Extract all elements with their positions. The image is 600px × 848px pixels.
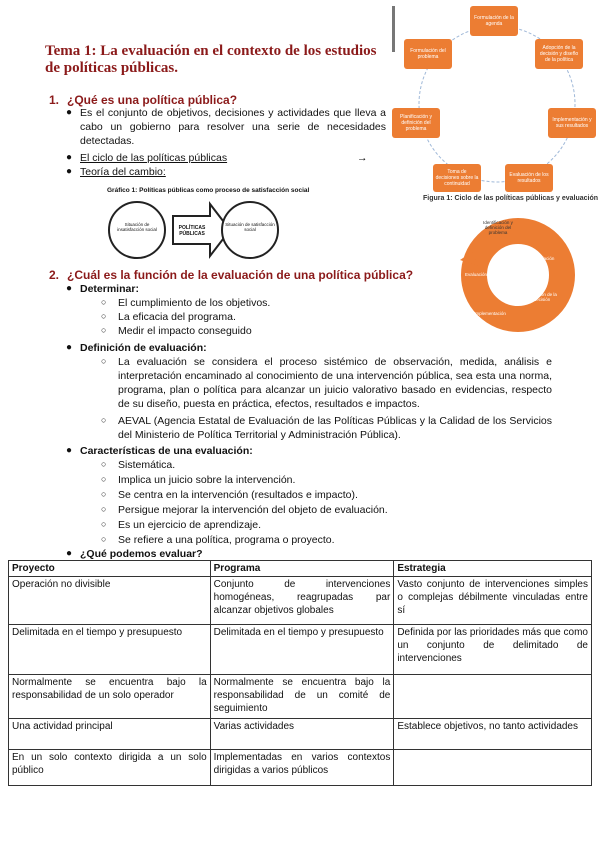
definicion-item: AEVAL (Agencia Estatal de Evaluación de las Políticas Públicas y la Calidad de los Servicios del Ministerio de Política Territorial y Administración Pública). (118, 415, 552, 441)
table-cell: Una actividad principal (9, 719, 211, 750)
circle-bullet-icon: ○ (101, 297, 107, 307)
caracteristica-item: Se refiere a una política, programa o proyecto. (118, 534, 335, 546)
figura1-caption: Figura 1: Ciclo de las políticas públicas y evaluación (423, 195, 599, 202)
bullet-icon: ● (66, 445, 73, 456)
table-row (9, 577, 592, 625)
circle-bullet-icon: ○ (101, 459, 107, 469)
section1-bullet1: Es el conjunto de objetivos, decisiones y actividades que lleva a cabo un gobierno para resolver una serie de necesidades detectadas. (80, 107, 386, 147)
table-cell: Definida por las prioridades más que como un conjunto de delimitado de intervenciones (394, 625, 592, 675)
section2-heading: ¿Cuál es la función de la evaluación de una política pública? (67, 268, 414, 282)
table-cell: Normalmente se encuentra bajo la responsabilidad de un comité de seguimiento (210, 675, 394, 719)
table-row (9, 675, 592, 719)
table-header-cell: Programa (210, 561, 394, 577)
table-cell: Delimitada en el tiempo y presupuesto (9, 625, 211, 675)
bullet-icon: ● (66, 283, 73, 294)
table-cell: Normalmente se encuentra bajo la responsabilidad de un solo operador (9, 675, 211, 719)
section1-number: 1. (49, 93, 60, 107)
bullet-icon: ● (66, 166, 73, 177)
caracteristica-item: Implica un juicio sobre la intervención. (118, 474, 296, 486)
circle-bullet-icon: ○ (101, 415, 107, 425)
table-header-row (9, 561, 592, 577)
table-cell: Delimitada en el tiempo y presupuesto (210, 625, 394, 675)
table-cell: Operación no divisible (9, 577, 211, 625)
table-header-cell: Proyecto (9, 561, 211, 577)
figura1-step-5: Planificación y definición del problema (392, 108, 440, 138)
caracteristica-item: Se centra en la intervención (resultados e impacto). (118, 489, 358, 501)
ring-label-2: Adopción de la decisión (527, 292, 557, 302)
table-cell: Implementadas en varios contextos dirigidas a varios públicos (210, 750, 394, 786)
table-cell (394, 675, 592, 719)
page-title: Tema 1: La evaluación en el contexto de los estudios de políticas públicas. (45, 43, 377, 76)
ring-label-4: Evaluación (464, 272, 487, 277)
table-cell (394, 750, 592, 786)
circle-bullet-icon: ○ (101, 474, 107, 484)
bullet-icon: ● (66, 342, 73, 353)
figura1-step-4: Toma de decisiones sobre la continuidad (433, 164, 481, 192)
determinar-item: Medir el impacto conseguido (118, 325, 252, 337)
table-cell: Varias actividades (210, 719, 394, 750)
que-evaluar-label: ¿Qué podemos evaluar? (80, 548, 203, 560)
table-header-cell: Estrategia (394, 561, 592, 577)
figura1-step-0: Formulación de la agenda (470, 6, 518, 36)
circle-bullet-icon: ○ (101, 356, 107, 366)
figura1-step-6: Formulación del problema (404, 39, 452, 69)
cycle-link[interactable]: El ciclo de las políticas públicas (80, 152, 228, 164)
circle-bullet-icon: ○ (101, 325, 107, 335)
circle-bullet-icon: ○ (101, 504, 107, 514)
table-cell: Vasto conjunto de intervenciones simples o complejas débilmente vinculadas entre sí (394, 577, 592, 625)
section1-heading: ¿Qué es una política pública? (67, 93, 238, 107)
circle-bullet-icon: ○ (101, 519, 107, 529)
table-cell: Conjunto de intervenciones homogéneas, reagrupadas par alcanzar objetivos globales (210, 577, 394, 625)
table-cell: En un solo contexto dirigida a un solo público (9, 750, 211, 786)
ring-label-0: Identificación y definición del problema (483, 220, 513, 235)
comparison-table (8, 560, 592, 786)
definicion-label: Definición de evaluación: (80, 342, 207, 354)
theory-of-change-link[interactable]: Teoría del cambio: (80, 166, 166, 178)
definicion-item: La evaluación se considera el proceso sistémico de observación, medida, análisis e interpretación encaminado al conocimiento de una intervención pública, sea esta una norma, programa, plan o política para alcanzar un juicio valorativo basado en evidencias, respecto de su diseño, puesta en práctica, efectos, resultados e impactos. (118, 356, 552, 410)
bullet-icon: ● (66, 152, 73, 163)
table-cell: Establece objetivos, no tanto actividades (394, 719, 592, 750)
grafico1-title: Gráfico 1: Políticas públicas como proceso de satisfacción social (107, 187, 310, 194)
figura1-step-3: Evaluación de los resultados (505, 164, 553, 192)
table-row (9, 719, 592, 750)
table-row (9, 750, 592, 786)
circle-bullet-icon: ○ (101, 489, 107, 499)
ring-label-1: Formulación (529, 256, 555, 261)
grafico1-middle-label: POLÍTICAS PÚBLICAS (178, 225, 206, 237)
ring-label-3: Implementación (474, 311, 506, 316)
determinar-item: El cumplimiento de los objetivos. (118, 297, 271, 309)
determinar-item: La eficacia del programa. (118, 311, 236, 323)
grafico1-right-label: Situación de satisfacción social (225, 222, 275, 232)
circle-bullet-icon: ○ (101, 534, 107, 544)
bullet-icon: ● (66, 548, 73, 559)
figura1-step-1: Adopción de la decisión y diseño de la política (535, 39, 583, 69)
determinar-label: Determinar: (80, 283, 139, 295)
caracteristica-item: Es un ejercicio de aprendizaje. (118, 519, 262, 531)
figura1-step-2: Implementación y sus resultados (548, 108, 596, 138)
circle-bullet-icon: ○ (101, 311, 107, 321)
caracteristica-item: Sistemática. (118, 459, 176, 471)
caracteristica-item: Persigue mejorar la intervención del objeto de evaluación. (118, 504, 388, 516)
section2-number: 2. (49, 268, 60, 282)
table-row (9, 625, 592, 675)
caracteristicas-label: Características de una evaluación: (80, 445, 253, 457)
arrow-right-icon: → (357, 152, 368, 164)
bullet-icon: ● (66, 107, 73, 118)
grafico1-left-label: Situación de insatisfacción social (117, 222, 157, 232)
